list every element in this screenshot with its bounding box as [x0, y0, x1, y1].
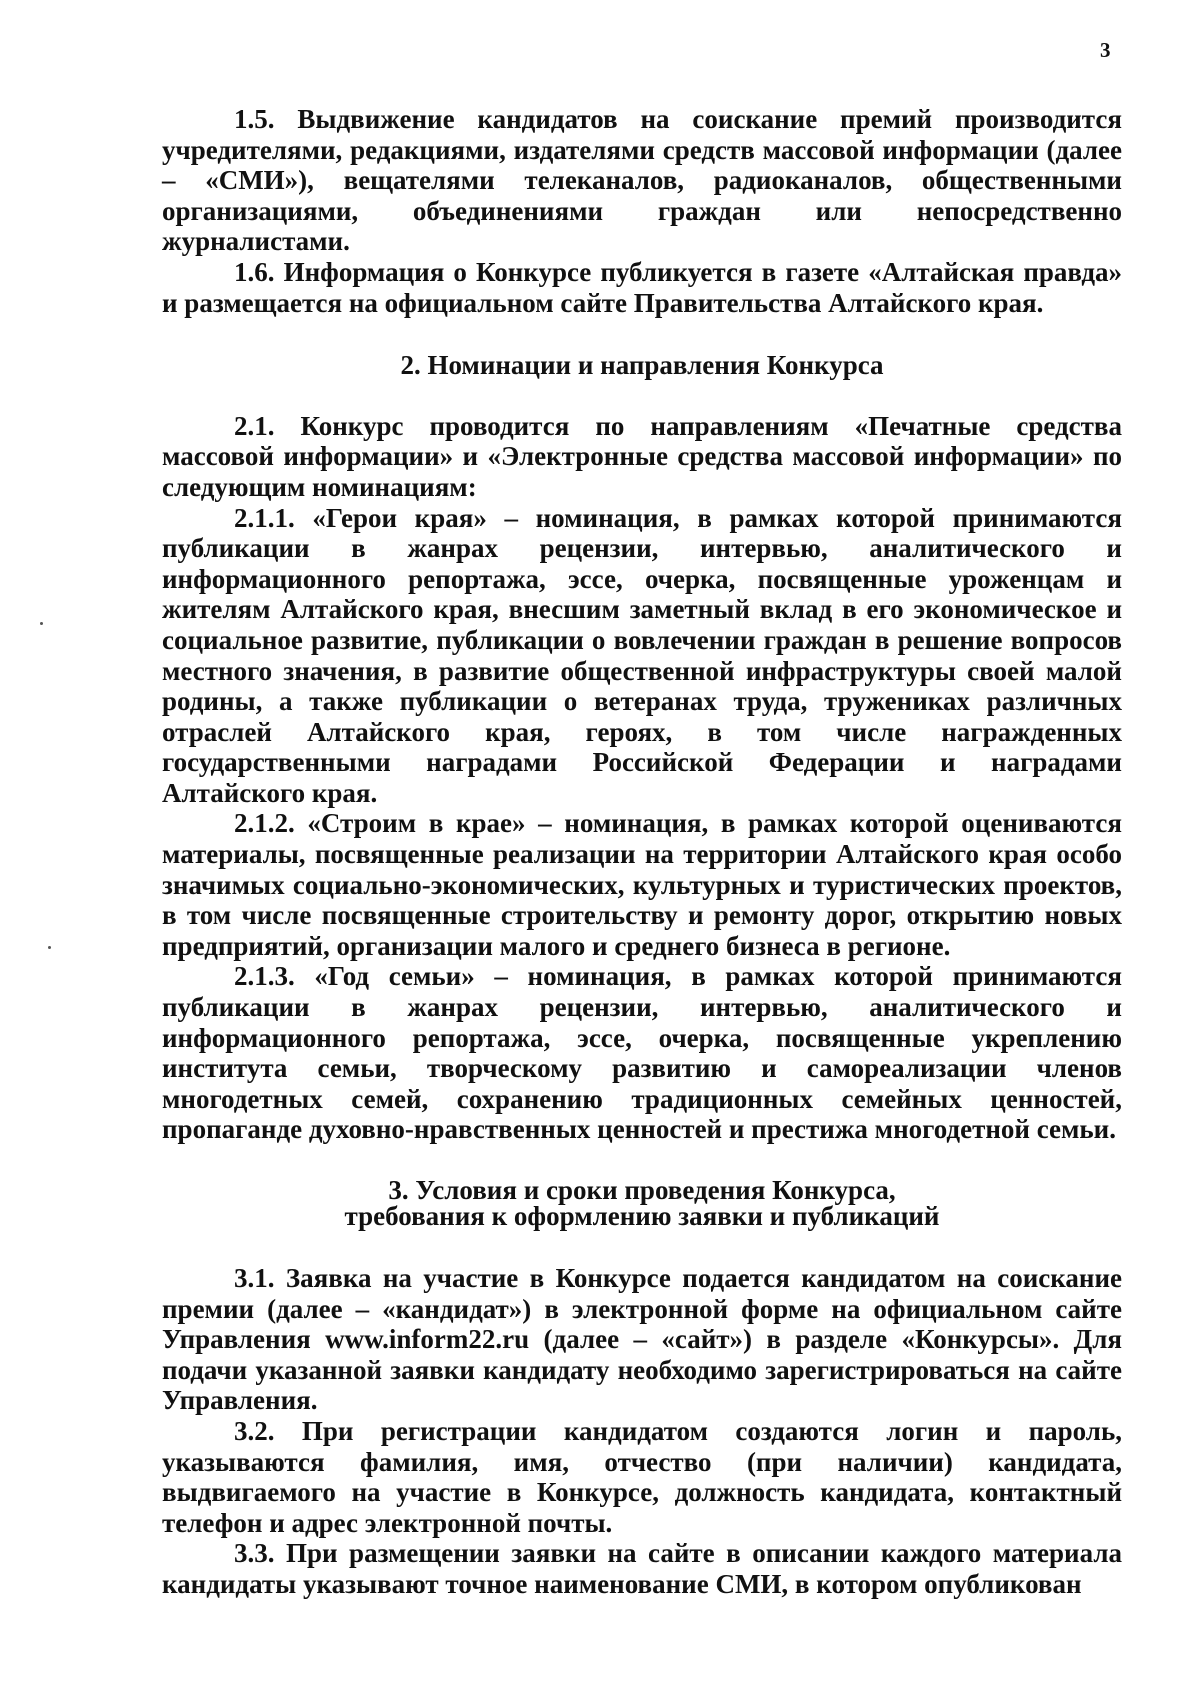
section-3-heading-line-1: 3. Условия и сроки проведения Конкурса, — [388, 1175, 896, 1205]
paragraph-2-1: 2.1. Конкурс проводится по направлениям «Печатные средства массовой информации» и «Электронные средства массовой информации» по следующим номинациям: — [162, 410, 1122, 502]
paragraph-1-6: 1.6. Информация о Конкурсе публикуется в газете «Алтайская правда» и размещается на официальном сайте Правительства Алтайского края. — [162, 256, 1122, 318]
section-2-heading: 2. Номинации и направления Конкурса — [400, 350, 884, 381]
paragraph-2-1-2: 2.1.2. «Строим в крае» – номинация, в рамках которой оцениваются материалы, посвященные реализации на территории Алтайского края особо значимых социально-экономических, культурных и туристических проектов, в том числе посвященные строительству и ремонту дорог, открытию новых предприятий, организации малого и среднего бизнеса в регионе. — [162, 808, 1122, 961]
paragraph-3-2: 3.2. При регистрации кандидатом создаются логин и пароль, указываются фамилия, имя, отчество (при наличии) кандидата, выдвигаемого на участие в Конкурсе, должность кандидата, контактный телефон и адрес электронной почты. — [162, 1415, 1122, 1538]
section-3 — [162, 1177, 1122, 1600]
page-number: 3 — [1100, 38, 1111, 62]
section-3-heading — [162, 1177, 1122, 1229]
paragraph-3-3: 3.3. При размещении заявки на сайте в описании каждого материала кандидаты указывают точное наименование СМИ, в котором опубликован — [162, 1538, 1122, 1599]
paragraph-3-1: 3.1. Заявка на участие в Конкурсе подается кандидатом на соискание премии (далее – «кандидат») в электронной форме на официальном сайте Управления www.inform22.ru (далее – «сайт») в разделе «Конкурсы». Для подачи указанной заявки кандидату необходимо зарегистрироваться на сайте Управления. — [162, 1263, 1122, 1416]
document-body — [162, 104, 1122, 1600]
paragraph-2-1-1: 2.1.1. «Герои края» – номинация, в рамках которой принимаются публикации в жанрах рецензии, интервью, аналитического и информационного репортажа, эссе, очерка, посвященные уроженцам и жителям Алтайского края, внесшим заметный вклад в его экономическое и социальное развитие, публикации о вовлечении граждан в решение вопросов местного значения, в развитие общественной инфраструктуры своей малой родины, а также публикации о ветеранах труда, тружениках различных отраслей Алтайского края, героях, в том числе награжденных государственными наградами Российской Федерации и наградами Алтайского края. — [162, 502, 1122, 808]
paragraph-1-5: 1.5. Выдвижение кандидатов на соискание премий производится учредителями, редакциями, издателями средств массовой информации (далее – «СМИ»), вещателями телеканалов, радиоканалов, общественными организациями, объединениями граждан или непосредственно журналистами. — [162, 104, 1122, 257]
scan-speck — [40, 622, 43, 625]
section-3-heading-line-2: требования к оформлению заявки и публикаций — [344, 1201, 940, 1231]
scan-speck — [48, 946, 51, 949]
paragraph-2-1-3: 2.1.3. «Год семьи» – номинация, в рамках которой принимаются публикации в жанрах рецензии, интервью, аналитического и информационного репортажа, эссе, очерка, посвященные укреплению института семьи, творческому развитию и самореализации членов многодетных семей, сохранению традиционных семейных ценностей, пропаганде духовно-нравственных ценностей и престижа многодетной семьи. — [162, 961, 1122, 1145]
section-2 — [162, 350, 1122, 1145]
section-3-body — [162, 1263, 1122, 1600]
